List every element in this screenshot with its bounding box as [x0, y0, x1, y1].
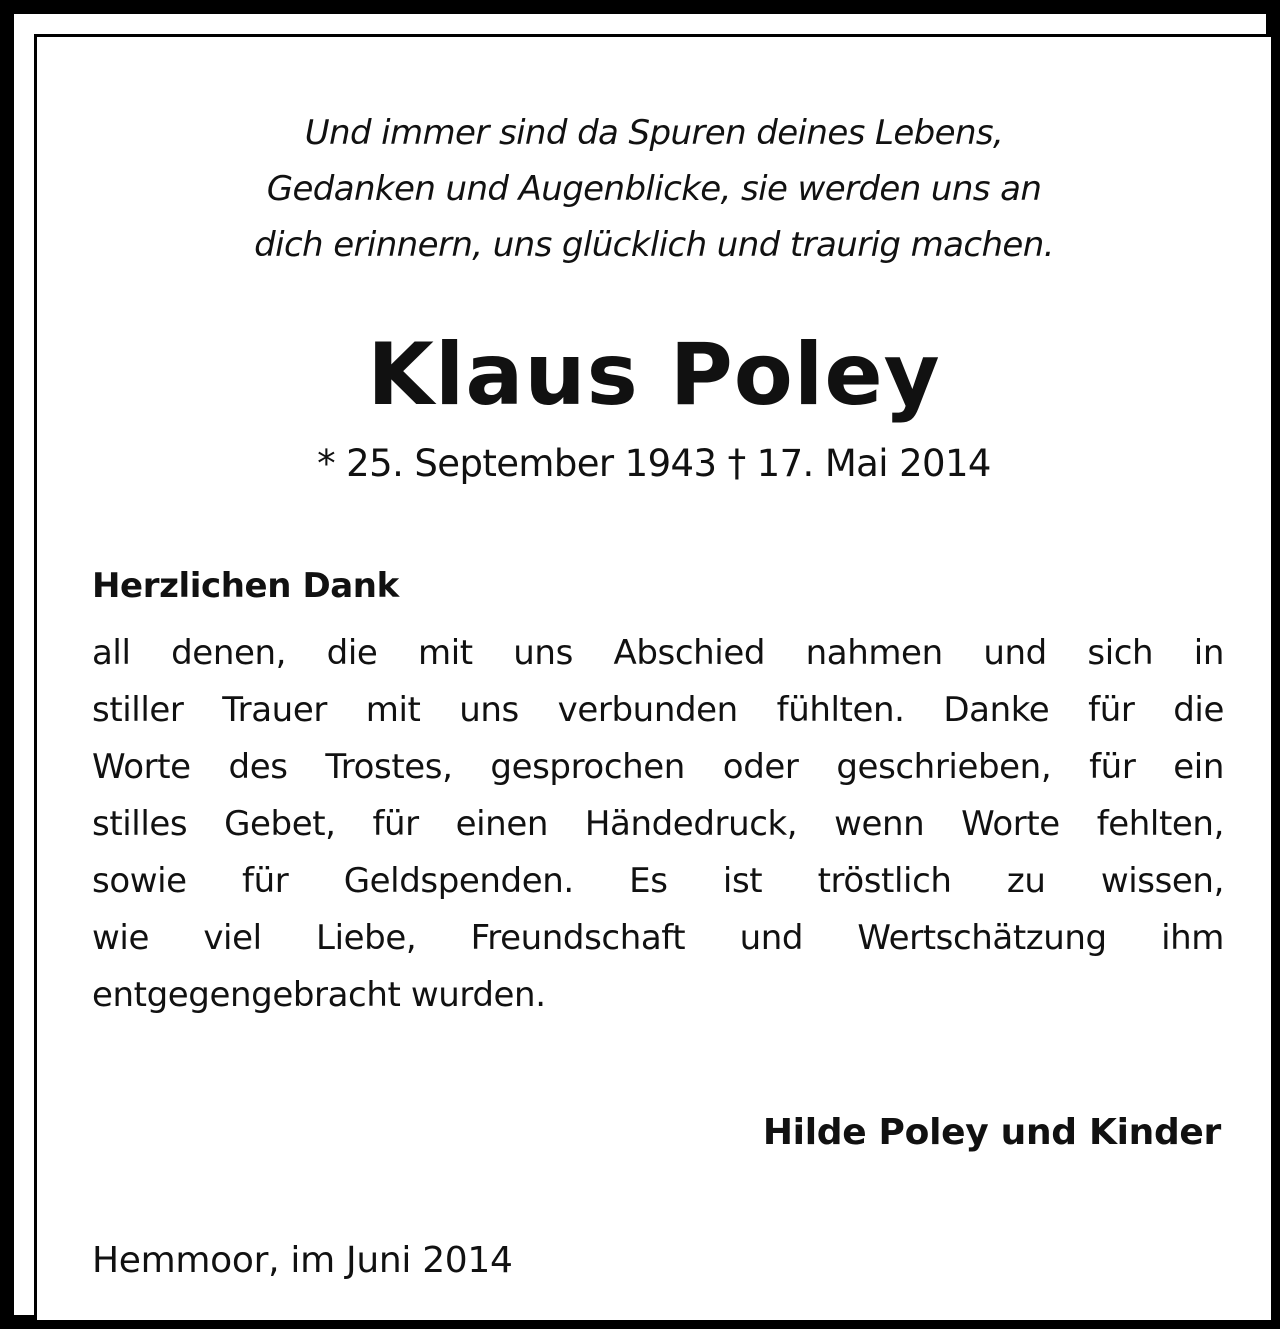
thanks-text	[92, 625, 1224, 1024]
thanks-line: stilles Gebet, für einen Händedruck, wenn Worte fehlten,	[92, 804, 1224, 844]
place-date: Hemmoor, im Juni 2014	[92, 1240, 513, 1281]
memorial-quote	[37, 105, 1271, 273]
thanks-heading: Herzlichen Dank	[92, 566, 399, 606]
notice-frame	[34, 34, 1274, 1323]
thanks-line: entgegengebracht wurden.	[92, 975, 546, 1015]
quote-line: dich erinnern, uns glücklich und traurig machen.	[254, 225, 1054, 265]
thanks-line: sowie für Geldspenden. Es ist tröstlich zu wissen,	[92, 861, 1224, 901]
quote-line: Gedanken und Augenblicke, sie werden uns an	[266, 169, 1042, 209]
thanks-line: Worte des Trostes, gesprochen oder geschrieben, für ein	[92, 747, 1224, 787]
thanks-line: all denen, die mit uns Abschied nahmen und sich in	[92, 633, 1224, 673]
life-dates: * 25. September 1943 † 17. Mai 2014	[317, 442, 991, 485]
quote-line: Und immer sind da Spuren deines Lebens,	[304, 113, 1004, 153]
thanks-line: wie viel Liebe, Freundschaft und Wertschätzung ihm	[92, 918, 1224, 958]
deceased-name: Klaus Poley	[367, 325, 941, 425]
signature: Hilde Poley und Kinder	[762, 1112, 1221, 1153]
thanks-line: stiller Trauer mit uns verbunden fühlten. Danke für die	[92, 690, 1224, 730]
